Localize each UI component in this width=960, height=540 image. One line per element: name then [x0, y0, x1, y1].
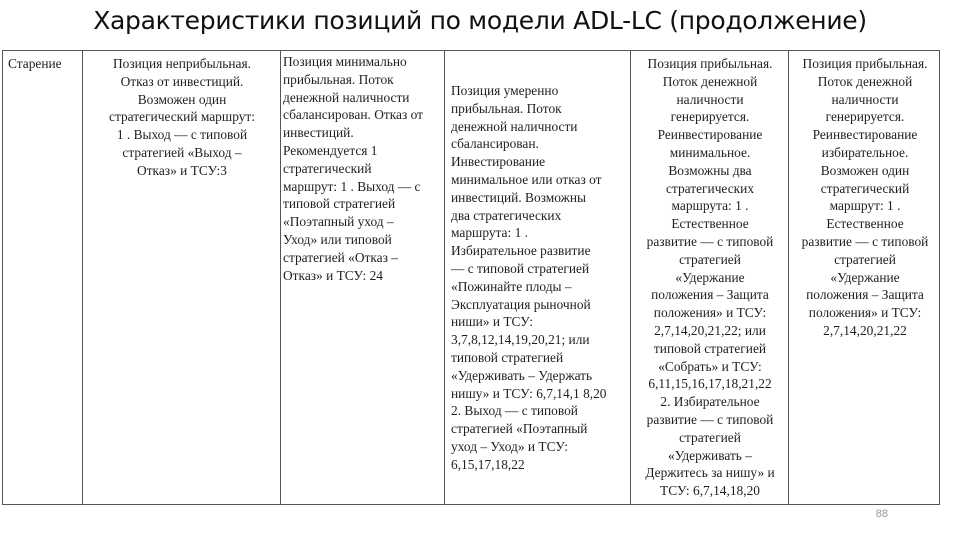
cell-line: Держитесь за нишу» и [645, 465, 775, 481]
column-divider [630, 51, 631, 504]
cell-line: Реинвестирование [657, 127, 763, 143]
cell-line: положения – Защита [651, 287, 769, 303]
cell-line: положения» и ТСУ: [808, 305, 922, 321]
cell-line: стратегией «Отказ – [283, 249, 398, 265]
cell-line: «Пожинайте плоды – [451, 278, 572, 294]
cell-line: стратегических [665, 180, 755, 196]
cell-line: маршрут: 1 . [829, 198, 901, 214]
cell-line: два стратегических [451, 207, 562, 223]
cell-line: 2. Выход — с типовой [451, 403, 578, 419]
cell-line: 2,7,14,20,21,22; или [654, 322, 766, 338]
column-divider [82, 51, 83, 504]
cell-line: развитие — с типовой [801, 233, 929, 249]
cell-line: Отказ» и ТСУ:3 [137, 162, 227, 178]
cell-line: — с типовой стратегией [451, 260, 590, 276]
cell-line: 1 . Выход — с типовой [116, 127, 248, 143]
cell-line: прибыльная. Поток [283, 71, 394, 87]
cell-line: стратегией [679, 429, 741, 445]
column-divider [788, 51, 789, 504]
cell-line: Позиция умеренно [451, 83, 559, 98]
cell-line: Поток денежной [817, 73, 913, 89]
cell-line: 6,11,15,16,17,18,21,22 [648, 376, 772, 392]
cell-line: 2,7,14,20,21,22 [823, 322, 907, 338]
cell-line: ТСУ: 6,7,14,18,20 [660, 483, 760, 499]
cell-line: ниши» и ТСУ: [451, 314, 533, 330]
cell-line: «Удержание [830, 269, 900, 285]
cell-line: «Поэтапный уход – [283, 214, 394, 230]
cell-line: минимальное или отказ от [451, 171, 602, 187]
cell-line: типовой стратегией [283, 196, 396, 212]
cell-line: «Удерживать – [668, 447, 752, 463]
cell-line: стратегией [679, 251, 741, 267]
cell-line: стратегией «Поэтапный [451, 421, 588, 437]
cell-line: Рекомендуется 1 [283, 142, 378, 158]
cell-line: инвестиций. Возможны [451, 189, 586, 205]
cell-line: положения – Защита [806, 287, 924, 303]
cell-line: Возможен один [820, 162, 910, 178]
cell-line: денежной наличности [451, 118, 578, 134]
page-number: 88 [875, 508, 888, 520]
cell-line: положения» и ТСУ: [653, 305, 767, 321]
cell-line: денежной наличности [283, 89, 410, 105]
cell-line: Поток денежной [662, 73, 758, 89]
slide-title: Характеристики позиций по модели ADL-LC (продолжение) [93, 6, 867, 35]
cell-line: стратегический [283, 160, 372, 176]
cell-line: генерируется. [825, 109, 905, 125]
cell-line: типовой стратегией [653, 340, 767, 356]
cell-line: Отказ от инвестиций. [120, 73, 244, 89]
column-divider [444, 51, 445, 504]
cell-line: 6,15,17,18,22 [451, 456, 525, 472]
cell-line: маршрута: 1 . [671, 198, 749, 214]
cell-line: «Удержание [675, 269, 745, 285]
cell-line: избирательное. [821, 144, 909, 160]
cell-column-2 [283, 53, 423, 284]
cell-line: маршрут: 1 . Выход — с [283, 178, 421, 194]
cell-line: Позиция прибыльная. [647, 56, 773, 71]
cell-line: сбалансирован. [451, 136, 539, 152]
cell-line: стратегией «Выход – [122, 144, 242, 160]
cell-column-1 [91, 55, 273, 180]
cell-line: Уход» или типовой [283, 231, 392, 247]
cell-line: стратегический маршрут: [109, 109, 255, 125]
cell-line: Позиция минимально [283, 54, 407, 69]
cell-line: наличности [676, 91, 744, 107]
cell-line: генерируется. [670, 109, 750, 125]
cell-column-3 [451, 82, 607, 474]
positions-table [2, 50, 940, 505]
row-label-aging: Старение [8, 56, 62, 71]
cell-line: «Собрать» и ТСУ: [658, 358, 762, 374]
cell-line: инвестиций. [283, 125, 354, 141]
cell-column-5 [791, 55, 939, 340]
cell-line: Естественное [671, 216, 749, 232]
cell-line: Реинвестирование [812, 127, 918, 143]
cell-column-4 [633, 55, 787, 500]
cell-line: нишу» и ТСУ: 6,7,14,1 8,20 [451, 385, 607, 401]
cell-line: 2. Избирательное [660, 394, 760, 410]
cell-line: развитие — с типовой [646, 411, 774, 427]
cell-line: маршрута: 1 . [451, 225, 528, 241]
cell-line: Отказ» и ТСУ: 24 [283, 267, 383, 283]
cell-line: стратегический [820, 180, 910, 196]
cell-line: Позиция прибыльная. [802, 56, 928, 71]
cell-line: Возможен один [137, 91, 227, 107]
cell-line: наличности [831, 91, 899, 107]
cell-line: Позиция неприбыльная. [112, 56, 251, 71]
cell-line: типовой стратегией [451, 349, 564, 365]
cell-line: Возможны два [668, 162, 752, 178]
cell-line: минимальное. [669, 144, 751, 160]
cell-line: Инвестирование [451, 154, 546, 170]
cell-line: сбалансирован. Отказ от [283, 107, 423, 123]
cell-line: Избирательное развитие [451, 243, 591, 259]
cell-line: стратегией [834, 251, 896, 267]
cell-line: Эксплуатация рыночной [451, 296, 591, 312]
cell-line: 3,7,8,12,14,19,20,21; или [451, 332, 590, 348]
cell-line: уход – Уход» и ТСУ: [451, 438, 569, 454]
column-divider [280, 51, 281, 504]
cell-line: Естественное [826, 216, 904, 232]
cell-line: прибыльная. Поток [451, 100, 562, 116]
cell-line: «Удерживать – Удержать [451, 367, 593, 383]
cell-line: развитие — с типовой [646, 233, 774, 249]
